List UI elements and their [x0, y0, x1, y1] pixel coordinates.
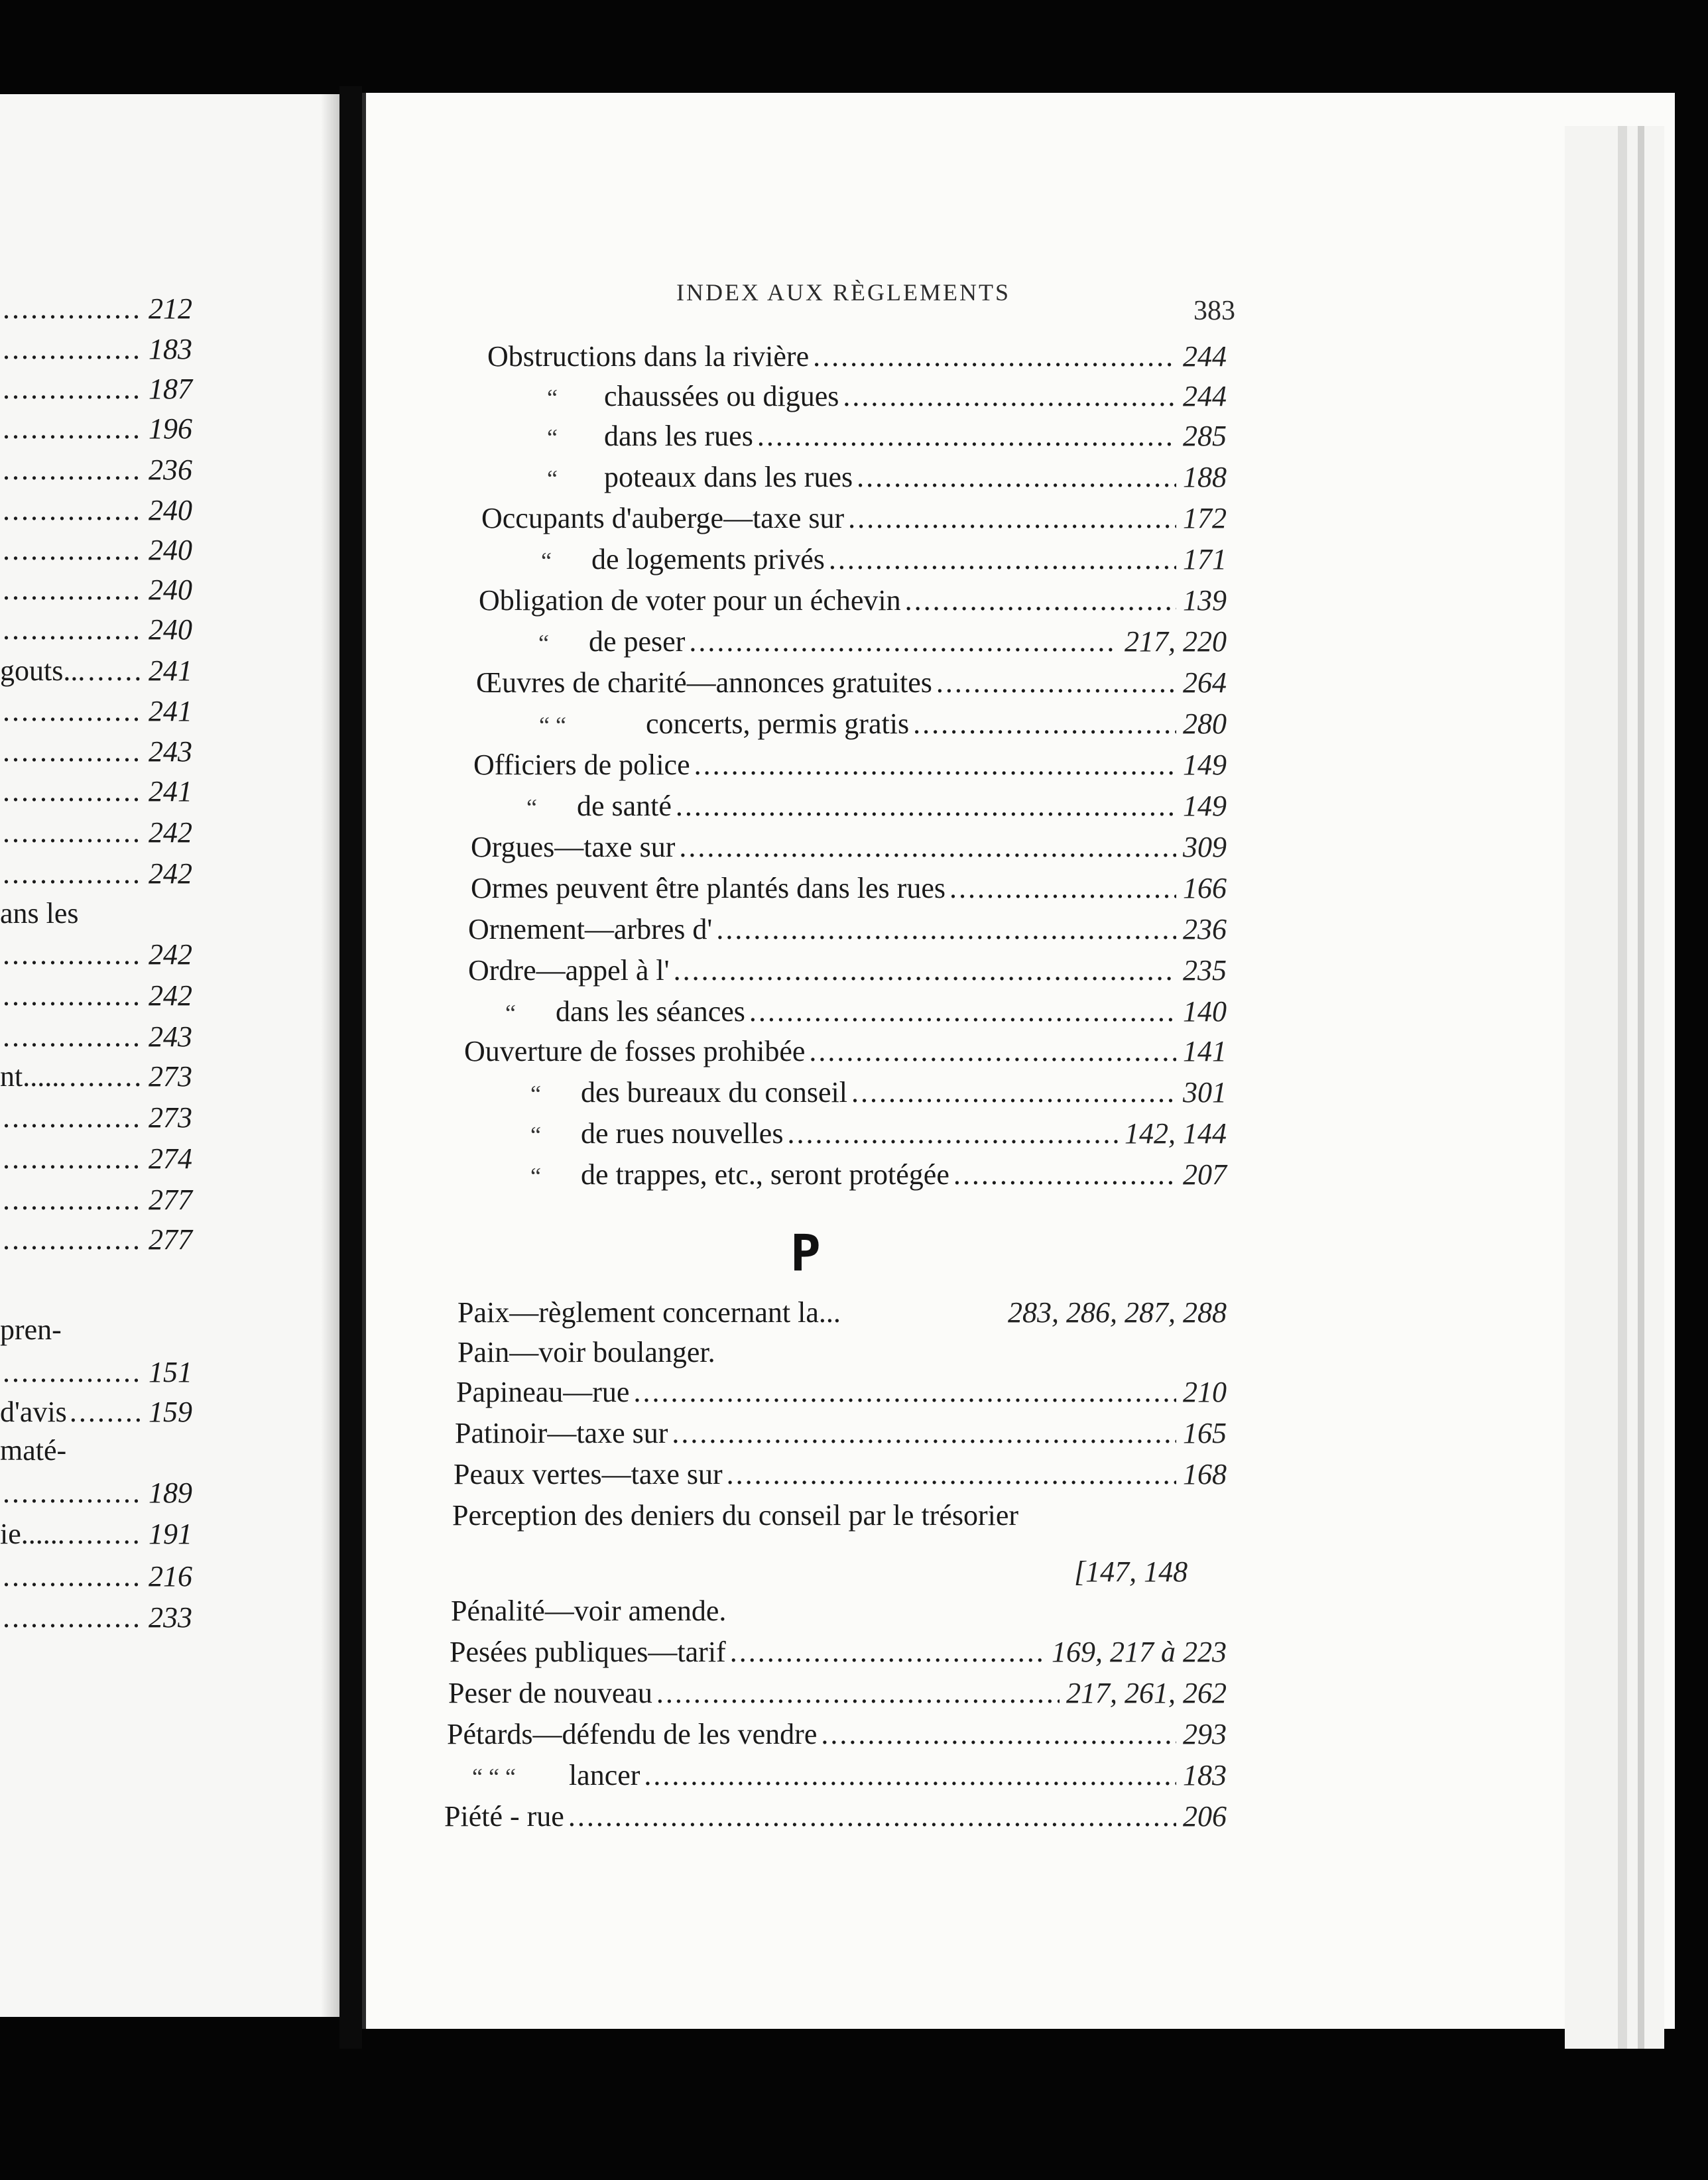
dot-leader: [674, 951, 1176, 991]
page-reference: 235: [1183, 954, 1227, 987]
index-term: Paix—règlement concernant la...: [457, 1296, 841, 1329]
index-entry: [454, 1455, 1227, 1494]
index-entry: [455, 1414, 1227, 1453]
page-reference: 191: [149, 1518, 192, 1550]
dot-leader: [676, 786, 1176, 826]
dot-leader: [3, 732, 143, 772]
index-term: Peser de nouveau: [448, 1677, 652, 1709]
index-entry: [484, 377, 1227, 416]
previous-page-entry: [0, 1180, 192, 1220]
index-entry: [481, 540, 1227, 579]
page-reference: 233: [149, 1601, 192, 1634]
previous-page-entry: [0, 491, 192, 530]
dot-leader: [679, 827, 1176, 867]
index-entry: [446, 1756, 1227, 1795]
index-term: des bureaux du conseil: [580, 1076, 847, 1109]
index-term: dans les rues: [603, 420, 753, 452]
dot-leader: [936, 663, 1176, 703]
ditto-mark: “: [526, 794, 537, 821]
page-reference: 189: [149, 1477, 192, 1509]
dot-leader: [644, 1756, 1176, 1795]
dot-leader: [3, 813, 143, 853]
dot-leader: [3, 610, 143, 650]
previous-page-entry: [0, 813, 192, 853]
page-reference: 241: [149, 654, 192, 687]
index-term: Orgues—taxe sur: [471, 831, 676, 863]
index-term: Ouverture de fosses prohibée: [464, 1035, 806, 1067]
entry-fragment: ie......: [0, 1518, 65, 1550]
dot-leader: [787, 1114, 1118, 1154]
index-entry: [473, 786, 1227, 826]
ditto-mark: “: [547, 424, 558, 451]
dot-leader: [3, 289, 143, 329]
running-title: INDEX AUX RÈGLEMENTS: [676, 279, 1010, 306]
index-term: Patinoir—taxe sur: [455, 1417, 668, 1449]
previous-page-entry: [0, 1557, 192, 1597]
page-reference: 168: [1183, 1458, 1227, 1490]
page-reference: 212: [149, 292, 192, 325]
dot-leader: [3, 491, 143, 530]
dot-leader: [3, 1598, 143, 1638]
page-reference: 236: [1183, 913, 1227, 945]
previous-page-entry: [0, 772, 192, 812]
page-reference: 280: [1183, 707, 1227, 740]
previous-page-entry: [0, 1392, 192, 1432]
ditto-mark: “: [530, 1122, 541, 1148]
previous-page-entry: [0, 1220, 192, 1260]
previous-page-entry: [0, 692, 192, 731]
page-reference: 309: [1183, 831, 1227, 863]
index-entry: [448, 1673, 1227, 1713]
page-reference: 273: [149, 1101, 192, 1134]
dot-leader: [656, 1673, 1060, 1713]
page-reference: 244: [1183, 340, 1227, 373]
ditto-mark: “: [530, 1163, 541, 1189]
page-reference: 301: [1183, 1076, 1227, 1109]
dot-leader: [672, 1414, 1176, 1453]
page-reference: 159: [149, 1396, 192, 1428]
dot-leader: [813, 337, 1176, 377]
page-reference: 243: [149, 735, 192, 768]
page-edge: [362, 93, 366, 2029]
dot-leader: [3, 1557, 143, 1597]
index-entry: [450, 1632, 1227, 1672]
index-entry: [479, 581, 1227, 621]
dot-leader: [3, 692, 143, 731]
dot-leader: [809, 1032, 1176, 1071]
entry-fragment: nt......: [0, 1060, 67, 1093]
ditto-mark: “: [530, 1081, 541, 1107]
index-entry: [456, 1372, 1227, 1412]
page-reference: 242: [149, 938, 192, 971]
index-entry: [484, 416, 1227, 456]
page-reference: 207: [1183, 1158, 1227, 1191]
previous-page-entry: [0, 530, 192, 570]
page-reference: 240: [149, 613, 192, 646]
page-reference: 141: [1183, 1035, 1227, 1067]
index-term: dans les séances: [555, 995, 745, 1028]
dot-leader: [730, 1632, 1045, 1672]
index-term: de logements privés: [591, 543, 825, 575]
index-entry: [487, 337, 1227, 377]
index-entry: [464, 1073, 1227, 1113]
previous-page-entry: [0, 450, 192, 490]
page-reference: 241: [149, 695, 192, 727]
index-entry: [471, 869, 1227, 908]
page-reference: 183: [149, 333, 192, 365]
index-term: Obstructions dans la rivière: [487, 340, 810, 373]
dot-leader: [716, 910, 1176, 949]
dot-leader: [3, 1098, 143, 1138]
ditto-mark: “ “ “: [472, 1764, 516, 1790]
index-term: Perception des deniers du conseil par le trésorier: [452, 1499, 1019, 1532]
page-reference: 244: [1183, 380, 1227, 412]
dot-leader: [829, 540, 1176, 579]
index-entry: [457, 1293, 1227, 1333]
index-term: de trappes, etc., seront protégée: [580, 1158, 949, 1191]
entry-fragment: pren-: [0, 1313, 62, 1346]
previous-page-entry: [0, 935, 192, 975]
index-term: Pétards—défendu de les vendre: [447, 1718, 818, 1750]
page-reference: 285: [1183, 420, 1227, 452]
page-reference: 283, 286, 287, 288: [1008, 1296, 1227, 1329]
page-reference: 217, 220: [1125, 625, 1227, 658]
index-entry: [457, 1333, 1227, 1372]
page-reference: 216: [149, 1560, 192, 1593]
index-term: Ornement—arbres d': [468, 913, 713, 945]
dot-leader: [689, 622, 1118, 662]
gutter-shadow: [321, 94, 339, 2017]
page-reference: 169, 217 à 223: [1052, 1636, 1227, 1668]
page-reference: 264: [1183, 666, 1227, 699]
dot-leader: [913, 704, 1176, 744]
dot-leader: [3, 1139, 143, 1179]
section-letter-heading: P: [790, 1223, 822, 1282]
index-entry: [471, 827, 1227, 867]
dot-leader: [821, 1715, 1176, 1754]
index-term: de peser: [588, 625, 686, 658]
previous-page-entry: [0, 289, 192, 329]
page-reference: 242: [149, 857, 192, 890]
index-term: concerts, permis gratis: [645, 707, 910, 740]
index-term: Ordre—appel à l': [468, 954, 670, 987]
page-reference: 149: [1183, 749, 1227, 781]
index-term: de santé: [576, 790, 672, 822]
index-term: de rues nouvelles: [580, 1117, 784, 1150]
page-reference: 165: [1183, 1417, 1227, 1449]
previous-page-entry: [0, 1098, 192, 1138]
previous-page-entry: [0, 1598, 192, 1638]
previous-page-entry: [0, 1057, 192, 1097]
page-reference: 142, 144: [1125, 1117, 1227, 1150]
index-term: Obligation de voter pour un échevin: [479, 584, 901, 617]
index-term: Occupants d'auberge—taxe sur: [481, 502, 845, 534]
previous-page-entry: [0, 1139, 192, 1179]
dot-leader: [70, 1392, 143, 1432]
page-reference: 196: [149, 412, 192, 445]
page-number: 383: [1193, 296, 1235, 326]
dot-leader: [3, 1180, 143, 1220]
dot-leader: [88, 651, 143, 691]
index-term: Officiers de police: [473, 749, 690, 781]
page-reference: 188: [1183, 461, 1227, 493]
page-reference: 210: [1183, 1376, 1227, 1408]
index-entry: [481, 499, 1227, 538]
dot-leader: [953, 1155, 1176, 1195]
ditto-mark: “: [538, 630, 549, 656]
page-reference: 242: [149, 816, 192, 849]
page-reference: 240: [149, 574, 192, 606]
previous-page-entry: [0, 1431, 192, 1471]
dot-leader: [3, 935, 143, 975]
stacked-page-edge: [1638, 126, 1644, 2049]
dot-leader: [857, 457, 1176, 497]
dot-leader: [3, 530, 143, 570]
index-term: poteaux dans les rues: [603, 461, 853, 493]
previous-page-entry: [0, 369, 192, 409]
entry-fragment: gouts...: [0, 654, 86, 687]
page-reference: 139: [1183, 584, 1227, 617]
dot-leader: [3, 976, 143, 1016]
page-reference: 243: [149, 1020, 192, 1053]
dot-leader: [3, 369, 143, 409]
page-reference: 166: [1183, 872, 1227, 904]
previous-page-entry: [0, 1017, 192, 1057]
index-term: Pénalité—voir amende.: [451, 1595, 727, 1627]
index-entry: [452, 1496, 1227, 1536]
previous-page-entry: [0, 976, 192, 1016]
index-entry: [464, 1114, 1227, 1154]
index-entry: [464, 1032, 1227, 1071]
entry-fragment: ans les: [0, 897, 79, 930]
dot-leader: [749, 992, 1176, 1032]
previous-page-fragment: [0, 94, 339, 2017]
previous-page-entry: [0, 330, 192, 369]
page-reference: 277: [149, 1183, 192, 1216]
previous-page-entry: [0, 1514, 192, 1554]
index-term: Papineau—rue: [456, 1376, 630, 1408]
page-reference: 241: [149, 775, 192, 808]
index-entry: [484, 457, 1227, 497]
page-reference: 149: [1183, 790, 1227, 822]
continued-page-references: [147, 148: [1074, 1555, 1188, 1588]
ditto-mark: “: [541, 548, 552, 574]
dot-leader: [694, 745, 1176, 785]
previous-page-entry: [0, 1473, 192, 1513]
page-reference: 187: [149, 373, 192, 405]
ditto-mark: “: [547, 385, 558, 411]
page-reference: 293: [1183, 1718, 1227, 1750]
page-reference: 206: [1183, 1800, 1227, 1833]
stacked-page-edge: [1618, 126, 1627, 2049]
dot-leader: [3, 330, 143, 369]
page-reference: 140: [1183, 995, 1227, 1028]
entry-fragment: maté-: [0, 1434, 67, 1467]
index-term: Ormes peuvent être plantés dans les rues: [471, 872, 945, 904]
index-entry: [464, 1155, 1227, 1195]
stacked-page-edges: [1565, 126, 1664, 2049]
page-reference: 171: [1183, 543, 1227, 575]
page-reference: 242: [149, 979, 192, 1012]
previous-page-entry: [0, 894, 192, 934]
page-reference: 240: [149, 534, 192, 566]
previous-page-entry: [0, 570, 192, 610]
previous-page-entry: [0, 732, 192, 772]
previous-page-entry: [0, 1310, 192, 1350]
dot-leader: [905, 581, 1176, 621]
book-binding: [339, 86, 362, 2049]
page-reference: 151: [149, 1356, 192, 1388]
dot-leader: [3, 1353, 143, 1392]
dot-leader: [757, 416, 1176, 456]
previous-page-entry: [0, 1353, 192, 1392]
dot-leader: [3, 409, 143, 449]
index-entry: [451, 1591, 1227, 1631]
dot-leader: [3, 772, 143, 812]
index-entry: [468, 910, 1227, 949]
previous-page-entry: [0, 409, 192, 449]
previous-page-entry: [0, 610, 192, 650]
index-entry: [465, 992, 1227, 1032]
index-entry: [444, 1797, 1227, 1837]
dot-leader: [3, 450, 143, 490]
page-reference: 240: [149, 494, 192, 526]
dot-leader: [3, 1220, 143, 1260]
index-term: Pain—voir boulanger.: [457, 1336, 715, 1368]
previous-page-entry: [0, 854, 192, 894]
ditto-mark: “: [505, 1000, 516, 1026]
index-entry: [476, 704, 1227, 744]
page-reference: 236: [149, 454, 192, 486]
index-term: Peaux vertes—taxe sur: [454, 1458, 723, 1490]
index-entry: [468, 951, 1227, 991]
index-entry: [476, 663, 1227, 703]
dot-leader: [727, 1455, 1176, 1494]
page-reference: 183: [1183, 1759, 1227, 1791]
entry-fragment: d'avis: [0, 1396, 67, 1428]
page-reference: 277: [149, 1223, 192, 1256]
dot-leader: [848, 499, 1176, 538]
dot-leader: [633, 1372, 1176, 1412]
dot-leader: [3, 1473, 143, 1513]
ditto-mark: “: [547, 465, 558, 492]
index-term: lancer: [568, 1759, 640, 1791]
index-entry: [447, 1715, 1227, 1754]
dot-leader: [568, 1797, 1176, 1837]
index-term: chaussées ou digues: [603, 380, 839, 412]
previous-page-entry: [0, 651, 192, 691]
dot-leader: [68, 1514, 143, 1554]
index-term: Œuvres de charité—annonces gratuites: [476, 666, 932, 699]
dot-leader: [3, 1017, 143, 1057]
ditto-mark: “ “: [539, 712, 566, 739]
index-term: Pesées publiques—tarif: [450, 1636, 726, 1668]
dot-leader: [843, 377, 1176, 416]
page-reference: 274: [149, 1142, 192, 1175]
index-entry: [473, 745, 1227, 785]
dot-leader: [949, 869, 1176, 908]
dot-leader: [851, 1073, 1176, 1113]
page-reference: 273: [149, 1060, 192, 1093]
page-reference: 172: [1183, 502, 1227, 534]
dot-leader: [69, 1057, 143, 1097]
index-entry: [479, 622, 1227, 662]
dot-leader: [3, 854, 143, 894]
page-reference: 217, 261, 262: [1066, 1677, 1227, 1709]
index-term: Piété - rue: [444, 1800, 564, 1833]
dot-leader: [3, 570, 143, 610]
